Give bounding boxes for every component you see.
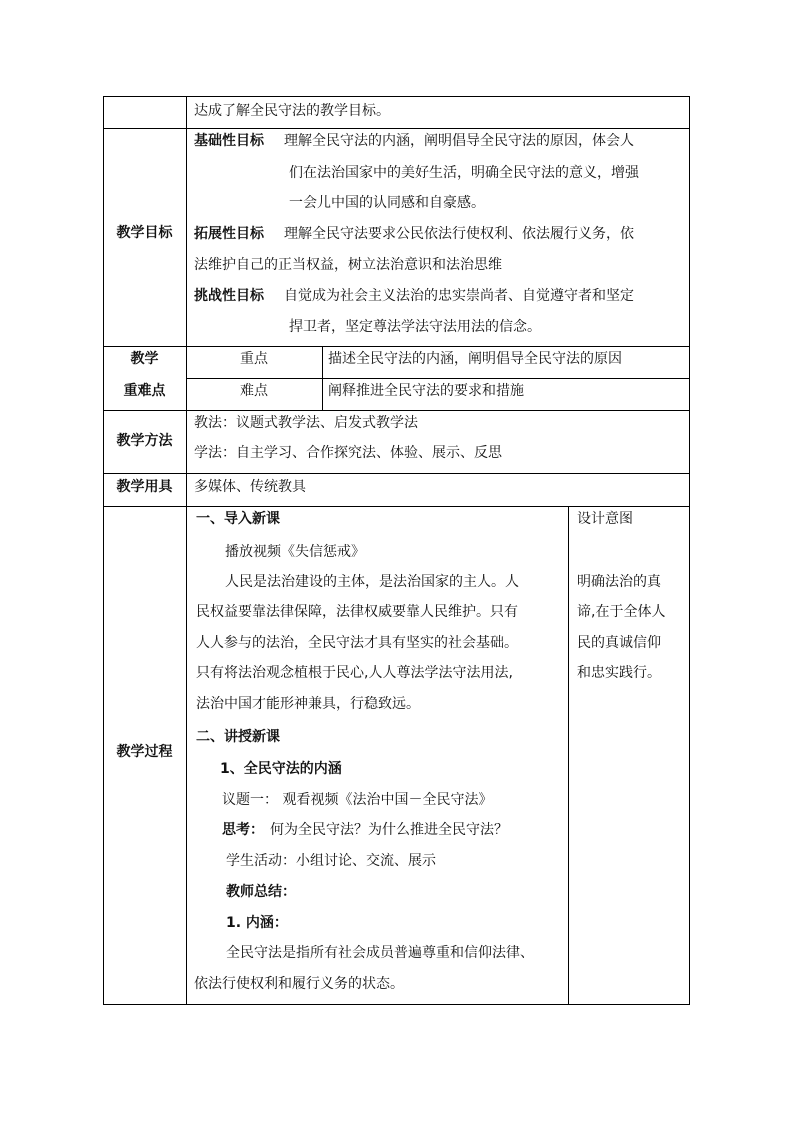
teaching-method: 教法：议题式教学法、启发式教学法 — [194, 415, 418, 431]
topic1-line: 议题一： 观看视频《法治中国－全民守法》 — [222, 792, 493, 808]
definition-paragraph-line: 依法行使权利和履行义务的状态。 — [194, 976, 404, 992]
design-intent-line: 明确法治的真 — [577, 574, 661, 590]
point1-label: 1. 内涵： — [226, 915, 288, 931]
methods-label: 教学方法 — [116, 433, 173, 449]
teacher-summary-label: 教师总结： — [226, 884, 296, 900]
basic-objective-line: 们在法治国家中的美好生活，明确全民守法的意义，增强 — [289, 165, 639, 181]
difficulty-label: 难点 — [240, 383, 268, 399]
intro-paragraph-line: 只有将法治观念植根于民心,人人尊法学法守法用法, — [196, 665, 513, 681]
think-text: 何为全民守法？为什么推进全民守法？ — [270, 822, 508, 838]
row-divider-keypoints — [103, 346, 690, 347]
tools-label: 教学用具 — [116, 479, 173, 495]
extend-objective-line: 法维护自己的正当权益，树立法治意识和法治思维 — [194, 257, 502, 273]
tools-text: 多媒体、传统教具 — [194, 479, 306, 495]
think-label: 思考： — [222, 822, 264, 838]
subsection1-title: 1、全民守法的内涵 — [220, 761, 342, 777]
table-border-right — [689, 96, 690, 1005]
learning-method: 学法：自主学习、合作探究法、体验、展示、反思 — [194, 445, 502, 461]
keypoints-label-line1: 教学 — [130, 351, 159, 367]
basic-objective-line: 理解全民守法的内涵，阐明倡导全民守法的原因，体会人 — [284, 133, 634, 149]
basic-objective-line: 一会儿中国的认同感和自豪感。 — [289, 195, 485, 211]
video1-line: 播放视频《失信惩戒》 — [225, 544, 365, 560]
row-divider-tools — [103, 473, 690, 474]
section1-title: 一、导入新课 — [196, 511, 280, 527]
student-activity-line: 学生活动：小组讨论、交流、展示 — [226, 853, 436, 869]
row-divider-process — [103, 506, 690, 507]
keypoints-label-line2: 重难点 — [123, 383, 166, 399]
row-divider-focus — [186, 378, 690, 379]
label-column-divider — [186, 96, 187, 1005]
row-divider-methods — [103, 410, 690, 411]
design-intent-line: 民的真诚信仰 — [577, 635, 661, 651]
challenge-objective-line: 捍卫者，坚定尊法学法守法用法的信念。 — [289, 319, 541, 335]
process-label: 教学过程 — [116, 744, 173, 760]
section2-title: 二、讲授新课 — [196, 729, 280, 745]
focus-label: 重点 — [240, 351, 268, 367]
extend-objective-line: 理解全民守法要求公民依法行使权利、依法履行义务，依 — [284, 226, 634, 242]
intro-line: 达成了解全民守法的教学目标。 — [194, 103, 390, 119]
difficulty-text: 阐释推进全民守法的要求和措施 — [328, 383, 524, 399]
focus-text: 描述全民守法的内涵，阐明倡导全民守法的原因 — [328, 351, 622, 367]
definition-paragraph-line: 全民守法是指所有社会成员普遍尊重和信仰法律、 — [226, 945, 534, 961]
table-border-top — [103, 96, 690, 97]
table-border-bottom — [103, 1004, 690, 1005]
design-intent-line: 谛,在于全体人 — [577, 604, 666, 620]
intro-paragraph-line: 人民是法治建设的主体，是法治国家的主人。人 — [225, 574, 519, 590]
row-divider-objectives — [103, 128, 690, 129]
challenge-objective-line: 自觉成为社会主义法治的忠实崇尚者、自觉遵守者和坚定 — [284, 288, 634, 304]
intro-paragraph-line: 法治中国才能形神兼具，行稳致远。 — [196, 696, 420, 712]
objectives-label: 教学目标 — [116, 225, 173, 241]
basic-objective-label: 基础性目标 — [194, 133, 264, 149]
challenge-objective-label: 挑战性目标 — [194, 288, 264, 304]
extend-objective-label: 拓展性目标 — [194, 226, 264, 242]
intro-paragraph-line: 人人参与的法治，全民守法才具有坚实的社会基础。 — [196, 635, 518, 651]
design-intent-line: 和忠实践行。 — [577, 665, 661, 681]
design-column-divider — [568, 506, 569, 1005]
intro-paragraph-line: 民权益要靠法律保障，法律权威要靠人民维护。只有 — [196, 604, 518, 620]
design-intent-label: 设计意图 — [577, 511, 633, 527]
